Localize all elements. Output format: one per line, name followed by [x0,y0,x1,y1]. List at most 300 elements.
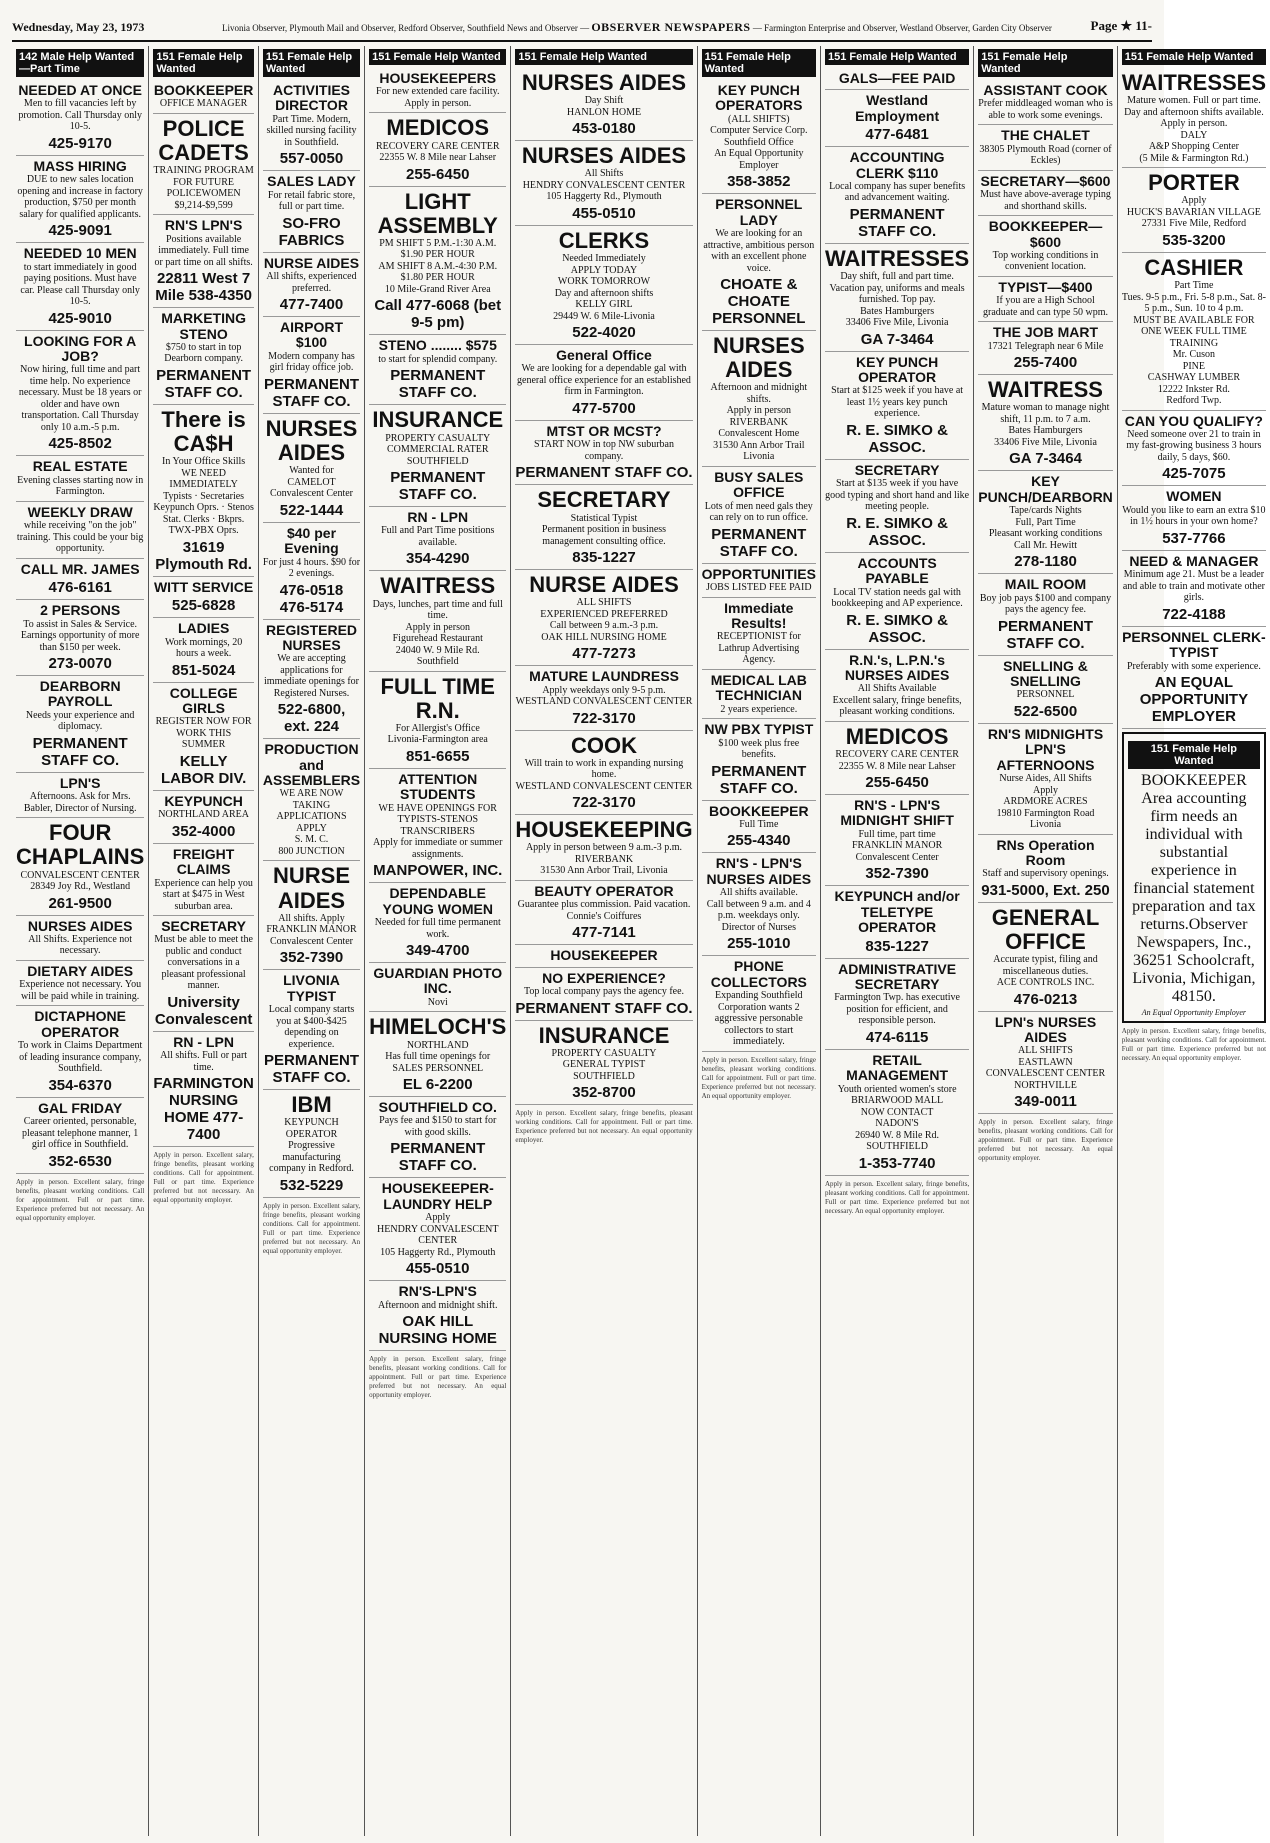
ad-line: HUCK'S BAVARIAN VILLAGE [1126,206,1261,218]
ad-line: Local company has super benefits and advancement waiting. [829,180,966,204]
ad-line: Call between 9 a.m. and 4 p.m. weekdays only. [706,898,811,922]
ad-title: HOUSEKEEPERS [379,70,497,86]
ad-line: 800 JUNCTION [278,845,345,857]
ad-line: Nurse Aides, All Shifts [999,773,1092,785]
classified-ad [16,961,144,1006]
ad-line: Apply for immediate or summer assignments. [373,837,503,860]
classified-ad [978,322,1113,375]
section-header: 142 Male Help Wanted—Part Time [16,49,144,77]
ad-line: $1.80 PER HOUR [400,272,475,284]
ad-contact: 255-7400 [1013,354,1078,372]
ad-title: NURSE AIDES [529,572,679,598]
classified-ad [978,80,1113,125]
ad-line: TRAINING PROGRAM FOR FUTURE POLICEWOMEN [153,165,254,200]
ad-title: DEARBORN PAYROLL [39,678,121,710]
ad-title: NURSES AIDES [521,143,687,169]
ad-line: RIVERBANK [729,416,788,428]
classified-ad [515,421,692,485]
classified-ad [702,801,816,854]
ad-line: We are looking for a dependable gal with general office experience for an established firm in Farmington. [517,363,691,398]
ad-line: 38305 Plymouth Road (corner of Eckles) [979,143,1112,167]
ad-line: (ALL SHIFTS) [728,113,790,125]
ad-line: HANLON HOME [566,106,642,118]
ad-line: MUST BE AVAILABLE FOR ONE WEEK FULL TIME TRAINING [1133,314,1255,349]
classified-ad [263,171,360,252]
classified-ad [978,656,1113,724]
fine-print: Apply in person. Excellent salary, fringe benefits, pleasant working conditions. Call for appointment. Full or part time. Experience preferred but not necessary. An equal opportunity employer. [16,1177,145,1222]
ad-title: KEY PUNCH OPERATOR [856,353,939,386]
section-header: 151 Female Help Wanted [263,49,360,77]
classified-ad [1122,168,1266,253]
ad-line: S. M. C. [294,834,329,846]
ad-line: All shifts, experienced preferred. [266,271,357,294]
ad-contact: R. E. SIMKO & ASSOC. [846,611,948,646]
classified-ad [825,959,969,1050]
ad-line: 26940 W. 8 Mile Rd. [855,1129,940,1141]
ad-line: Full Time [739,818,779,830]
classified-ad [16,456,144,501]
ad-line: Pleasant working conditions [988,528,1103,540]
classified-ad [369,672,506,769]
ad-title: SNELLING & SNELLING [1003,657,1088,689]
ad-title: LPN's NURSES AIDES [994,1013,1097,1046]
classified-ad [978,125,1113,170]
ad-line: 2 years experience. [720,703,798,715]
ad-title: MTST OR MCST? [546,422,662,439]
ad-title: ATTENTION STUDENTS [398,770,478,803]
ad-contact: 722-3170 [572,709,636,727]
ad-line: Tues. 9-5 p.m., Fri. 5-8 p.m., Sat. 8-5 p.m., Sun. 10 to 4 p.m. [1121,291,1266,315]
ad-title: RETAIL MANAGEMENT [846,1051,949,1084]
ad-title: NEEDED 10 MEN [23,245,137,262]
classified-ad [825,90,969,147]
ad-line: Convalescent Center [855,851,939,863]
ad-line: Start at $135 week if you have good typing and short hand and like meeting people. [825,478,970,513]
ad-line: Afternoons. Ask for Mrs. Babler, Director of Nursing. [23,791,137,814]
ad-title: LADIES [177,620,230,637]
ad-contact: PERMANENT STAFF CO. [390,1140,486,1175]
ad-line: Needs your experience and diplomacy. [25,709,135,733]
ad-line: Apply [1033,784,1058,796]
classified-ad [16,676,144,773]
ad-contact: MANPOWER, INC. [373,862,503,880]
page-number: Page ★ 11- [1090,18,1152,33]
ad-contact: 835-1227 [865,937,929,955]
classified-ad [515,345,692,421]
classified-ad [153,683,254,791]
ad-line: 22355 W. 8 Mile near Lahser [838,760,956,772]
ad-title: FULL TIME R.N. [380,673,495,723]
ad-contact: 255-6450 [865,774,929,792]
ad-title: BUSY SALES OFFICE [714,468,804,501]
ad-line: Expanding Southfield Corporation wants 2 aggressive personable collectors to start immediately. [714,990,803,1048]
fine-print: Apply in person. Excellent salary, fringe benefits, pleasant working conditions. Call for appointment. Full or part time. Experience preferred but not necessary. An equal opportunity employer. [978,1118,1113,1163]
ad-line: Day shift, full and part time. Vacation pay, uniforms and meals furnished. Top pay. [829,271,965,306]
ad-title: HIMELOCH'S [369,1014,507,1040]
classified-ad [978,903,1113,1012]
ad-contact: 851-5024 [171,661,236,679]
ad-contact: 31619 Plymouth Rd. [155,538,252,573]
ad-line: SOUTHFIELD [866,1141,928,1153]
ad-line: AM SHIFT 8 A.M.-4:30 P.M. [378,260,498,272]
ad-title: RN'S MIDNIGHTS LPN'S AFTERNOONS [987,725,1104,773]
ad-line: GENERAL TYPIST [562,1059,646,1071]
ad-contact: 425-9170 [48,134,112,152]
classified-ad [263,317,360,414]
classified-ad [702,467,816,564]
ad-title: REGISTERED NURSES [266,621,358,653]
classified-ad [153,114,254,215]
classified-ad [825,650,969,722]
ad-line: Mature woman to manage night shift, 11 p.m. to 7 a.m. [981,402,1110,425]
classified-ad [369,68,506,113]
ad-line: Lots of men need gals they can rely on to run office. [704,500,813,524]
classified-ad [369,113,506,186]
classified-column [365,46,511,1836]
ad-line: 33406 Five Mile, Livonia [845,317,949,329]
classified-ad [515,731,692,816]
ad-line: Southfield [416,656,459,668]
ad-contact: 354-4290 [406,550,470,568]
ad-contact: 557-0050 [279,150,344,168]
ad-line: Bates Hamburgers [860,305,935,317]
ad-contact: 349-4700 [406,942,470,960]
classified-ad [369,507,506,571]
ad-line: Convalescent Center [269,935,354,947]
ad-line: PM SHIFT 5 P.M.-1:30 A.M. [379,237,497,249]
ad-contact: SO-FRO FABRICS [278,214,345,249]
ad-line: 10 Mile-Grand River Area [384,283,491,295]
ad-contact: University Convalescent [154,993,253,1028]
classified-ad [515,815,692,881]
fine-print: Apply in person. Excellent salary, fringe benefits, pleasant working conditions. Call for appointment. Full or part time. Experience preferred but not necessary. An equal opportunity employer. [701,1055,816,1100]
ad-line: Observer Newspapers, Inc., 36251 Schoolcraft, Livonia, Michigan, 48150. [1132,916,1256,1006]
ad-line: Must be able to meet the public and conduct conversations in a pleasant professional manner. [154,934,253,992]
ad-line: Youth oriented women's store [837,1083,957,1095]
ad-line: APPLY TODAY [570,264,638,276]
ad-contact: 352-7390 [279,949,344,967]
ad-title: RN'S - LPN'S MIDNIGHT SHIFT [840,797,954,829]
ad-line: Convalescent Home [718,428,800,440]
ad-title: DIETARY AIDES [27,962,134,979]
classified-ad [702,331,816,467]
ad-title: AIRPORT $100 [280,319,343,351]
ad-contact: 477-7141 [572,924,636,942]
classified-ad [153,916,254,1032]
classified-ad [515,226,692,345]
ad-line: Wanted for [289,465,334,477]
ad-title: Westland Employment [855,92,940,124]
ad-line: OAK HILL NURSING HOME [541,631,667,643]
ad-line: Experience not necessary. You will be paid while in training. [19,979,142,1002]
ad-contact: PERMANENT STAFF CO. [849,205,945,240]
ad-line: Needed Immediately [562,253,646,265]
ad-line: Livonia [1029,819,1062,831]
classified-columns [12,46,1267,1836]
ad-contact: PERMANENT STAFF CO. [390,469,486,504]
ad-title: PORTER [1148,170,1240,196]
classified-ad [369,405,506,507]
ad-line: HENDRY CONVALESCENT CENTER [522,179,686,191]
ad-title: WAITRESSES [1121,70,1267,95]
ad-title: DEPENDABLE YOUNG WOMEN [382,885,493,917]
ad-title: MEDICAL LAB TECHNICIAN [710,671,807,704]
classified-ad [515,968,692,1021]
ad-contact: 352-4000 [171,822,236,840]
ad-line: All Shifts [584,168,624,180]
ad-title: WEEKLY DRAW [27,503,133,520]
ad-line: Local TV station needs gal with bookkeeping and AP experience. [831,586,963,610]
ad-line: For Allergist's Office [395,722,480,734]
ad-line: $9,214-$9,599 [174,199,233,211]
ad-contact: 273-0070 [48,655,112,673]
papers-suffix: Farmington Enterprise and Observer, Westland Observer, Garden City Observer [764,23,1052,33]
ad-contact: 522-1444 [279,501,344,519]
ad-line: Full and Part Time positions available. [381,525,495,548]
ad-contact: 358-3852 [727,173,791,191]
ad-title: THE CHALET [1001,127,1090,144]
classified-ad [515,666,692,730]
ad-line: to start for splendid company. [378,353,498,365]
ad-contact: 522-4020 [572,324,636,342]
ad-title: ACCOUNTS PAYABLE [857,554,937,587]
ad-title: FREIGHT CLAIMS [172,845,235,878]
ad-title: THE JOB MART [993,324,1098,341]
ad-title: General Office [556,347,652,364]
ad-line: Southfield Office [724,136,794,148]
ad-title: RN'S-LPN'S [398,1283,477,1300]
masthead [12,6,1152,42]
classified-ad [263,739,360,861]
classified-ad [978,216,1113,277]
ad-line: 12222 Inkster Rd. [1157,383,1230,395]
ad-title: BEAUTY OPERATOR [534,882,674,899]
classified-ad [153,80,254,114]
ad-line: Stat. Clerks · Bkprs. [162,513,245,525]
classified-ad [978,277,1113,322]
classified-ad [263,414,360,523]
ad-line: PROPERTY CASUALTY [385,432,491,444]
ad-line: 105 Haggerty Rd., Plymouth [380,1246,496,1258]
classified-column [698,46,821,1836]
ad-title: NURSES AIDES [27,917,133,934]
ad-contact: R. E. SIMKO & ASSOC. [846,421,948,456]
ad-line: All shifts. Apply [278,912,345,924]
classified-ad [369,1012,506,1097]
classified-ad [825,795,969,886]
ad-line: NOW CONTACT [860,1106,934,1118]
ad-line: 105 Haggerty Rd., Plymouth [546,191,662,203]
classified-ad [16,773,144,818]
ad-line: HENDRY CONVALESCENT CENTER [377,1223,499,1247]
ad-title: MASS HIRING [33,157,127,174]
ad-title: MEDICOS [386,115,490,141]
ad-line: ALL SHIFTS [576,597,632,609]
ad-title: ADMINISTRATIVE SECRETARY [838,960,957,992]
ad-line: KEYPUNCH OPERATOR [284,1117,339,1140]
ad-title: LPN'S [59,774,101,791]
ad-line: For just 4 hours. $90 for 2 evenings. [262,556,361,579]
ad-contact: 476-6161 [48,579,112,597]
classified-ad [1122,253,1266,411]
ad-line: Top working conditions in convenient location. [992,249,1099,273]
classified-ad [16,80,144,156]
ad-line: Needed for full time permanent work. [374,917,501,940]
section-header: 151 Female Help Wanted [153,49,254,77]
ad-title: BOOKKEEPER [153,82,254,98]
ad-line: FRANKLIN MANOR [851,840,943,852]
ad-line: WESTLAND CONVALESCENT CENTER [515,780,693,792]
ad-title: HOUSEKEEPING [515,817,693,843]
ad-line: RIVERBANK [574,853,634,865]
ad-title: HOUSEKEEPER-LAUNDRY HELP [381,1180,494,1212]
ad-line: Permanent position in business management consulting office. [541,524,667,547]
ad-title: PRODUCTION and ASSEMBLERS [262,741,361,789]
classified-ad [515,485,692,570]
ad-title: ASSISTANT COOK [983,82,1108,98]
fine-print: Apply in person. Excellent salary, fringe benefits, pleasant working conditions. Call for appointment. Full or part time. Experience preferred but not necessary. An equal opportunity employer. [153,1151,254,1205]
ad-line: Full, Part Time [1015,516,1076,528]
ad-line: Positions available immediately. Full time or part time on all shifts. [154,233,253,268]
ad-title: RN'S - LPN'S NURSES AIDES [706,855,812,887]
ad-line: Men to fill vacancies left by promotion. Call Thursday only 10-5. [18,98,143,133]
ad-contact: FARMINGTON NURSING HOME 477-7400 [153,1075,254,1144]
ad-line: Apply weekdays only 9-5 p.m. [542,684,666,696]
ad-line: Top local company pays the agency fee. [523,986,685,998]
classified-column [259,46,365,1836]
ad-contact: 425-7075 [1162,465,1226,483]
classified-ad [1122,551,1266,627]
ad-line: APPLY [296,822,327,834]
ad-title: KEY PUNCH OPERATORS [715,82,803,114]
ad-line: Statistical Typist [570,512,638,524]
classified-column [511,46,697,1836]
ad-title: RN - LPN [407,509,469,526]
ad-line: 31530 Ann Arbor Trail, Livonia [540,865,668,877]
classified-ad [263,620,360,740]
ad-line: Must have above-average typing and shorthand skills. [980,189,1111,212]
ad-title: GUARDIAN PHOTO INC. [373,965,503,997]
ad-title: MAIL ROOM [1004,576,1087,593]
ad-title: STENO ........ $575 [378,337,497,354]
ad-contact: 476-0518 476-5174 [279,581,344,616]
ad-contact: 476-0213 [1013,990,1078,1008]
classified-ad [702,853,816,956]
ad-line: NORTHLAND [406,1039,469,1051]
ad-title: OPPORTUNITIES [701,565,816,582]
ad-title: SECRETARY—$600 [980,172,1111,189]
ad-line: An Equal Opportunity Employer [714,148,804,171]
ad-line: EASTLAWN CONVALESCENT CENTER [985,1056,1106,1080]
ad-contact: 425-8502 [48,435,112,453]
ad-title: PERSONNEL LADY [715,196,803,228]
ad-line: Typists · Secretaries [163,490,245,502]
ad-line: 22355 W. 8 Mile near Lahser [379,152,497,164]
ad-line: We are accepting applications for immediate openings for Registered Nurses. [264,653,359,699]
ad-line: START NOW in top NW suburban company. [533,439,674,462]
ad-line: All Shifts. Experience not necessary. [28,933,133,957]
ad-title: RN'S LPN'S [164,217,243,234]
classified-ad [515,68,692,141]
ad-line: We are looking for an attractive, ambitious person with an excellent phone voice. [703,228,815,274]
ad-title: RNs Operation Room [996,836,1095,868]
ad-contact: 537-7766 [1162,529,1226,547]
ad-line: 24040 W. 9 Mile Rd. [395,644,480,656]
ad-contact: 532-5229 [279,1176,344,1194]
ad-contact: 255-1010 [727,935,791,953]
section-header: 151 Female Help Wanted [978,49,1113,77]
ad-line: WE NEED IMMEDIATELY [169,467,238,491]
ad-line: CONVALESCENT CENTER [20,869,140,881]
ad-contact: PERMANENT STAFF CO. [711,762,807,797]
ad-line: Tape/cards Nights [1009,505,1082,517]
ad-title: BOOKKEEPER [709,802,809,819]
ad-title: CASHIER [1144,254,1244,280]
ad-line: Mature women. Full or part time. Day and afternoon shifts available. Apply in person. [1124,95,1264,130]
ad-line: To assist in Sales & Service. Earnings opportunity of more than $150 per week. [20,618,140,653]
ad-contact: PERMANENT STAFF CO. [156,366,252,401]
ad-line: Figurehead Restaurant [392,633,483,645]
ad-line: PINE [1182,360,1206,372]
section-header: 151 Female Help Wanted [1122,49,1266,65]
ad-line: WESTLAND CONVALESCENT CENTER [515,696,693,708]
classified-ad [153,405,254,577]
ad-line: COMMERCIAL RATER [386,444,489,456]
ad-line: TYPISTS-STENOS [397,814,479,826]
classified-ad [825,244,969,352]
classified-ad [16,331,144,457]
ad-contact: 474-6115 [865,1028,929,1046]
ad-line: All shifts. Full or part time. [160,1050,248,1073]
ad-title: REAL ESTATE [32,458,128,475]
ad-title: KEYPUNCH and/or TELETYPE OPERATOR [834,888,960,936]
ad-line: Staff and supervisory openings. [982,868,1109,880]
ad-line: Bates Hamburgers [1008,425,1083,437]
ad-title: CALL MR. JAMES [20,560,140,577]
ad-line: $750 to start in top Dearborn company. [164,341,243,365]
ad-contact: Call 477-6068 (bet 9-5 pm) [374,297,502,332]
ad-line: Day and afternoon shifts [554,287,654,299]
ad-title: BOOKKEEPER—$600 [988,218,1103,250]
section-header: 151 Female Help Wanted [369,49,506,65]
ad-line: $100 week plus free benefits. [718,737,800,761]
classified-ad [16,559,144,600]
ad-title: WAITRESS [988,377,1103,403]
ad-title: WAITRESS [380,573,496,599]
classified-ad [369,335,506,405]
ad-contact: GA 7-3464 [860,330,934,348]
ad-line: Prefer middleaged woman who is able to work some evenings. [978,98,1113,121]
ad-line: Convalescent Center [269,488,354,500]
ad-contact: 349-0011 [1014,1093,1077,1111]
section-header: 151 Female Help Wanted [702,49,816,77]
ad-title: COLLEGE GIRLS [169,684,238,716]
ad-line: NORTHLAND AREA [158,809,249,821]
ad-line: Will train to work in expanding nursing home. [524,757,684,781]
classified-ad [825,68,969,90]
classified-column [974,46,1118,1836]
ad-line: Minimum age 21. Must be a leader and able to train and motivate other girls. [1122,569,1265,604]
ad-line: Modern company has girl friday office job. [268,350,355,374]
classified-ad [369,571,506,671]
ad-title: KEYPUNCH [164,792,243,809]
ad-contact: PERMANENT STAFF CO. [515,464,693,482]
classified-ad [153,308,254,405]
ad-title: SOUTHFIELD CO. [378,1099,497,1116]
ad-contact: 722-4188 [1162,605,1226,623]
ad-title: SALES LADY [267,173,356,190]
ad-contact: 525-6828 [171,597,236,615]
